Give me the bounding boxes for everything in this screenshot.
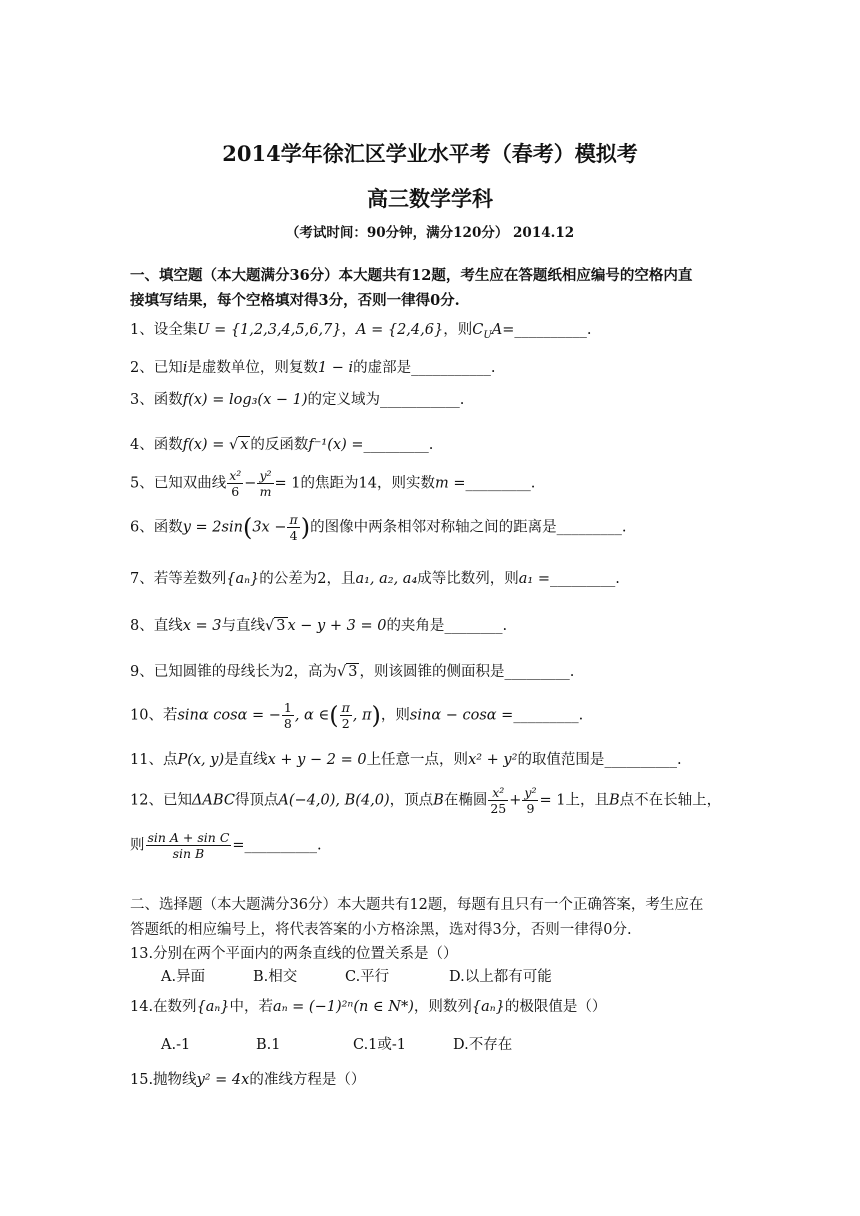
question-5 — [130, 468, 535, 499]
q14-option-b: B.1 — [256, 1037, 281, 1053]
q8-line1: x = 3 — [182, 618, 222, 634]
q14-option-d: D.不存在 — [453, 1037, 513, 1053]
q1-sub: U — [483, 329, 492, 341]
q14-text3: ，则数列 — [413, 999, 472, 1015]
q14-option-c: C.1或-1 — [353, 1037, 407, 1053]
section2-heading-line1: 二、选择题（本大题满分36分）本大题共有12题，每题有且只有一个正确答案，考生应在 — [130, 897, 704, 913]
q3-blank: ___________. — [380, 392, 465, 408]
exam-subtitle: 高三数学学科 — [367, 186, 493, 211]
question-11 — [130, 748, 682, 769]
q9-number: 9、 — [130, 664, 154, 680]
q3-text2: 的定义域为 — [307, 392, 381, 408]
q4-text2: 的反函数 — [250, 437, 309, 453]
q13-option-b: B.相交 — [253, 969, 298, 985]
section1-heading-line1: 一、填空题（本大题满分36分）本大题共有12题，考生应在答题纸相应编号的空格内直 — [130, 267, 693, 284]
q11-number: 11、 — [130, 752, 163, 768]
q6-number: 6、 — [130, 519, 154, 536]
q12-number: 12、 — [130, 792, 163, 809]
q12-frac-2 — [522, 785, 538, 816]
q10-frac-2 — [340, 700, 352, 731]
question-3 — [130, 388, 464, 409]
q12-frac3-num: sin A + sin C — [147, 830, 230, 845]
question-12-line2 — [130, 830, 322, 861]
q14-seq: {aₙ} — [196, 999, 230, 1015]
q5-frac-2 — [257, 468, 273, 499]
q12-blank: __________. — [244, 837, 322, 854]
q10-text1: 若 — [162, 707, 178, 724]
q7-text3: 成等比数列，则 — [417, 571, 519, 587]
q8-text3: 的夹角是 — [386, 618, 445, 634]
q10-paren-open: ( — [329, 701, 339, 730]
q12-text5: 上，且 — [565, 792, 609, 809]
q1-prefix: 设全集 — [153, 322, 198, 338]
q14-options — [161, 1033, 512, 1054]
q9-blank: _________. — [504, 664, 575, 680]
q14-expr: aₙ = (−1)²ⁿ(n ∈ N*) — [273, 999, 414, 1015]
q4-expr2: f⁻¹(x) = — [308, 437, 364, 453]
question-14 — [130, 995, 606, 1016]
q1-number: 1、 — [130, 322, 154, 338]
q12-text4: 在椭圆 — [443, 792, 488, 809]
q12-text2: 得顶点 — [234, 792, 279, 809]
q7-text1: 若等差数列 — [153, 571, 227, 587]
q12-frac-3 — [146, 830, 232, 861]
q12-triangle: ΔABC — [191, 792, 235, 809]
q12-frac-1 — [488, 785, 508, 816]
q9-text1: 已知圆锥的母线长为2，高为 — [153, 664, 337, 680]
q6-paren-close: ) — [300, 513, 311, 542]
q10-expr1: sinα cosα = − — [177, 707, 281, 724]
q6-expr2: 3x − — [252, 519, 287, 536]
q5-frac2-den: m — [259, 484, 272, 499]
q6-frac-den: 4 — [289, 528, 298, 543]
section2-heading — [130, 893, 740, 943]
q10-frac2-num: π — [341, 700, 350, 715]
q2-text1: 已知 — [153, 360, 183, 376]
q10-expr3: , π — [352, 707, 372, 724]
q6-paren-open: ( — [242, 513, 253, 542]
question-10 — [130, 700, 583, 731]
q6-blank: _________. — [556, 519, 627, 536]
q7-var: a₁ = — [518, 571, 550, 587]
q12-text3: ，顶点 — [389, 792, 434, 809]
q12-frac1-num: x² — [488, 785, 508, 801]
q13-options — [161, 965, 552, 986]
q4-sqrt: x — [240, 437, 249, 453]
q11-point: P(x, y) — [177, 752, 225, 768]
q1-sep: ， — [341, 322, 357, 338]
question-8: 8、直线x = 3与直线√ 3 x − y + 3 = 0的夹角是________. — [130, 618, 508, 634]
question-9: 9、已知圆锥的母线长为2，高为√ 3 ，则该圆锥的侧面积是_________. — [130, 664, 575, 680]
q11-text1: 点 — [162, 752, 178, 768]
q5-var: m = — [434, 475, 466, 492]
q7-seq: {aₙ} — [226, 571, 260, 587]
q14-text4: 的极限值是（） — [504, 999, 607, 1015]
q13-option-c: C.平行 — [345, 969, 390, 985]
q6-text2: 的图像中两条相邻对称轴之间的距离是 — [310, 519, 557, 536]
q2-var: i — [182, 360, 188, 376]
q3-expr: f(x) = log₃(x − 1) — [182, 392, 308, 408]
q12-text1: 已知 — [162, 792, 192, 809]
q8-text1: 直线 — [153, 618, 183, 634]
q4-number: 4、 — [130, 437, 154, 453]
q1-set-u: U = {1,2,3,4,5,6,7} — [197, 322, 342, 338]
q2-text3: 的虚部是 — [353, 360, 412, 376]
section1-heading-line2: 接填写结果，每个空格填对得3分，否则一律得0分. — [130, 292, 460, 309]
q11-text2: 是直线 — [224, 752, 268, 768]
q12-plus: + — [509, 792, 522, 809]
q10-frac1-den: 8 — [283, 716, 292, 731]
q11-text4: 的取值范围是 — [517, 752, 605, 768]
q5-frac-1 — [227, 468, 243, 499]
q14-text2: 中，若 — [229, 999, 274, 1015]
q1-set-a: A = {2,4,6} — [356, 322, 444, 338]
question-2 — [130, 356, 495, 377]
q12-frac2-num: y² — [524, 785, 537, 800]
q7-blank: _________. — [549, 571, 620, 587]
q5-eq: = 1 — [274, 475, 301, 492]
q7-number: 7、 — [130, 571, 154, 587]
q6-frac — [287, 512, 299, 543]
q8-sqrt: 3 — [276, 618, 286, 634]
q13-option-a: A.异面 — [161, 969, 206, 985]
q4-text1: 函数 — [153, 437, 183, 453]
q2-number: 2、 — [130, 360, 154, 376]
question-7 — [130, 567, 620, 588]
q4-blank: _________. — [363, 437, 434, 453]
q10-text2: ，则 — [380, 707, 410, 724]
q14-seq2: {aₙ} — [471, 999, 505, 1015]
exam-title: 2014学年徐汇区学业水平考（春考）模拟考 — [222, 141, 638, 166]
q6-frac-num: π — [289, 512, 298, 527]
q9-text2: ，则该圆锥的侧面积是 — [359, 664, 505, 680]
q5-number: 5、 — [130, 475, 154, 492]
q5-frac1-den: 6 — [231, 484, 240, 499]
q3-number: 3、 — [130, 392, 154, 408]
q10-paren-close: ) — [371, 701, 381, 730]
q12-b: B — [433, 792, 444, 809]
q10-frac2-den: 2 — [341, 716, 350, 731]
q12-frac3-den: sin B — [172, 846, 205, 861]
q1-expr: C — [472, 322, 484, 338]
q12-frac2-den: 9 — [526, 801, 535, 816]
q14-text1: 14.在数列 — [130, 999, 197, 1015]
q5-text2: 的焦距为14，则实数 — [300, 475, 435, 492]
q5-minus: − — [244, 475, 257, 492]
q15-text1: 15.抛物线 — [130, 1072, 197, 1088]
q2-text2: 是虚数单位，则复数 — [187, 360, 318, 376]
question-12 — [130, 785, 721, 816]
q15-expr: y² = 4x — [196, 1072, 250, 1088]
q5-blank: _________. — [465, 475, 536, 492]
q14-option-a: A.-1 — [161, 1037, 191, 1053]
q10-expr4: sinα − cosα = — [409, 707, 514, 724]
q10-number: 10、 — [130, 707, 163, 724]
q1-blank: __________. — [514, 322, 592, 338]
question-1 — [130, 318, 591, 341]
q6-expr1: y = 2sin — [182, 519, 243, 536]
q12-eq: = 1 — [539, 792, 566, 809]
q2-blank: ___________. — [411, 360, 496, 376]
q8-text2: 与直线 — [221, 618, 266, 634]
q4-expr1: f(x) = — [182, 437, 229, 453]
q15-text2: 的准线方程是（） — [249, 1072, 366, 1088]
q10-frac1-num: 1 — [283, 700, 292, 715]
q3-text1: 函数 — [153, 392, 183, 408]
q12-b2: B — [608, 792, 620, 809]
section2-heading-line2: 答题纸的相应编号上，将代表答案的小方格涂黑，选对得3分，否则一律得0分. — [130, 922, 632, 938]
q11-line: x + y − 2 = 0 — [267, 752, 367, 768]
question-4: 4、函数f(x) = √ x 的反函数f⁻¹(x) =_________. — [130, 437, 434, 453]
q1-mid: ，则 — [443, 322, 473, 338]
q11-blank: __________. — [604, 752, 682, 768]
exam-info: （考试时间：90分钟，满分120分） 2014.12 — [285, 225, 575, 241]
q11-expr: x² + y² — [468, 752, 518, 768]
q7-text2: 的公差为2，且 — [259, 571, 356, 587]
q10-blank: _________. — [513, 707, 584, 724]
section1-heading — [130, 263, 740, 313]
q1-expr2: A= — [491, 322, 515, 338]
q8-line2: x − y + 3 = 0 — [287, 618, 387, 634]
question-13: 13.分别在两个平面内的两条直线的位置关系是（） — [130, 946, 458, 962]
q2-expr: 1 − i — [317, 360, 354, 376]
q12-frac1-den: 25 — [490, 801, 507, 816]
q12-text6: 点不在长轴上， — [619, 792, 722, 809]
q12-eq2: = — [232, 837, 245, 854]
q8-number: 8、 — [130, 618, 154, 634]
q5-frac1-num: x² — [229, 468, 242, 483]
q13-option-d: D.以上都有可能 — [449, 969, 552, 985]
q12-points: A(−4,0), B(4,0) — [278, 792, 390, 809]
q11-text3: 上任意一点，则 — [366, 752, 469, 768]
q7-terms: a₁, a₂, a₄ — [355, 571, 418, 587]
q10-frac-1 — [282, 700, 294, 731]
q6-text1: 函数 — [153, 519, 183, 536]
q10-expr2: , α ∈ — [294, 707, 330, 724]
q5-frac2-num: y² — [259, 468, 272, 483]
question-15 — [130, 1068, 365, 1089]
q8-blank: ________. — [444, 618, 508, 634]
q12-line2-prefix: 则 — [130, 837, 145, 854]
question-6 — [130, 512, 626, 543]
q5-text1: 已知双曲线 — [153, 475, 227, 492]
q9-sqrt: 3 — [348, 664, 358, 680]
